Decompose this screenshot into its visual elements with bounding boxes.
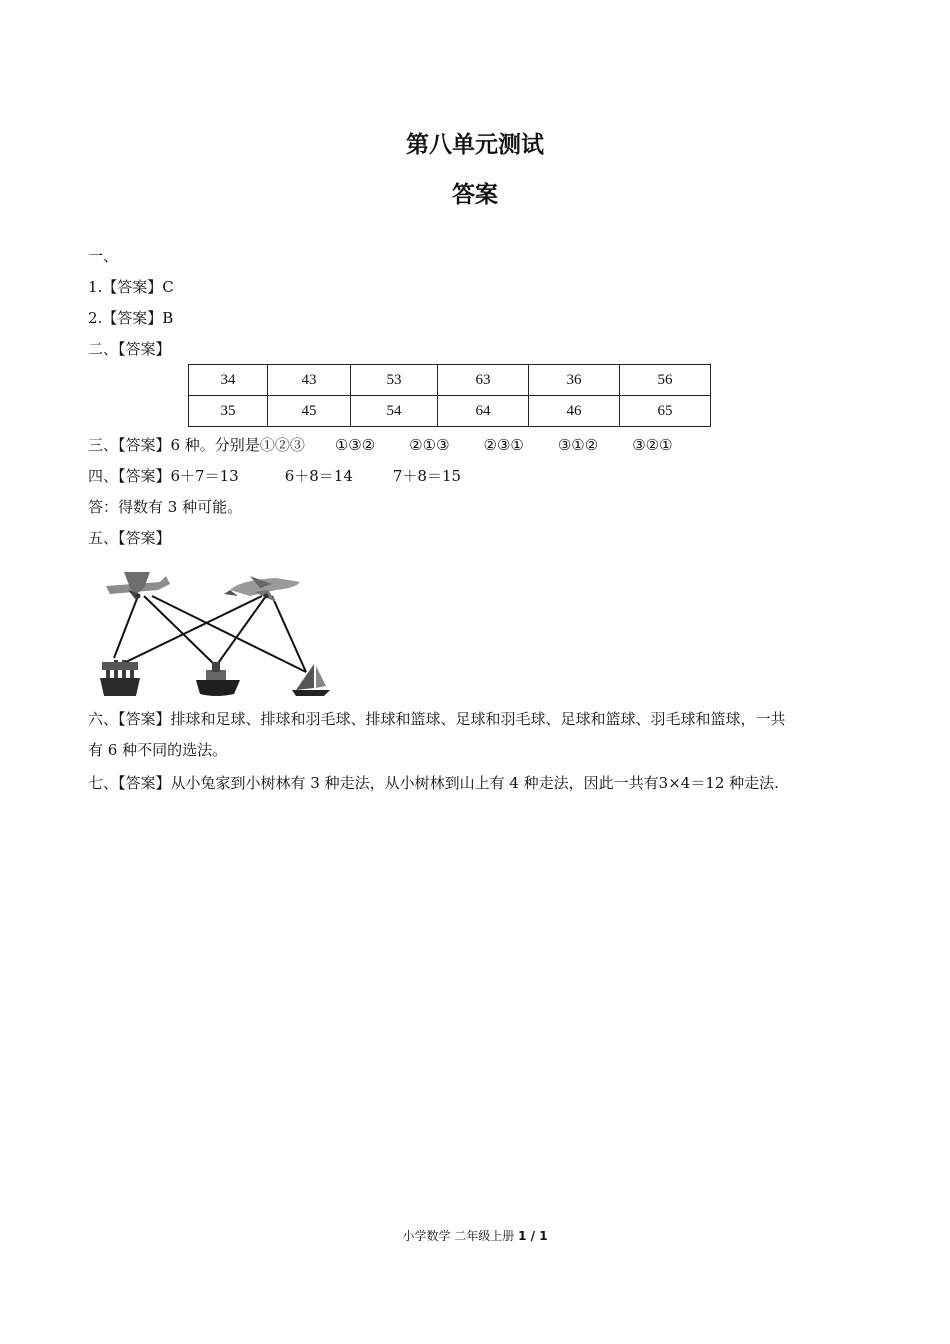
table-cell: 35 bbox=[189, 396, 268, 427]
table-cell: 53 bbox=[351, 365, 438, 396]
q3-perm: ③①② bbox=[557, 436, 599, 454]
q4-conclusion: 答：得数有 3 种可能。 bbox=[88, 498, 243, 516]
table-cell: 65 bbox=[620, 396, 711, 427]
table-cell: 63 bbox=[438, 365, 529, 396]
page-subtitle: 答案 bbox=[452, 182, 498, 208]
page-number: 1 / 1 bbox=[518, 1229, 548, 1243]
q7-answer: 七、【答案】从小兔家到小树林有 3 种走法，从小树林到山上有 4 种走法，因此一共有3×4＝12 种走法. bbox=[88, 774, 779, 792]
q3-prefix: 三、【答案】6 种。分别是①②③ bbox=[88, 436, 305, 454]
q1-item-1: 1.【答案】C bbox=[88, 278, 174, 296]
q3-perm: ②③① bbox=[483, 436, 524, 454]
q4-answer bbox=[88, 466, 461, 486]
q1-heading: 一、 bbox=[88, 247, 119, 265]
table-row bbox=[189, 365, 711, 396]
table-cell: 43 bbox=[268, 365, 351, 396]
tugboat-icon bbox=[196, 662, 240, 696]
q3-perm: ②①③ bbox=[409, 436, 450, 454]
q5-heading: 五、【答案】 bbox=[88, 529, 171, 547]
q3-perm: ③②① bbox=[632, 436, 673, 454]
q3-answer bbox=[88, 435, 673, 455]
q4-prefix: 四、【答案】6＋7＝13 bbox=[88, 467, 239, 485]
viking-ship-icon bbox=[100, 660, 140, 696]
q6-line-2: 有 6 种不同的选法。 bbox=[88, 741, 228, 759]
table-cell: 45 bbox=[268, 396, 351, 427]
answer-table bbox=[188, 364, 711, 427]
table-cell: 64 bbox=[438, 396, 529, 427]
table-row bbox=[189, 396, 711, 427]
table-cell: 54 bbox=[351, 396, 438, 427]
q4-eq3: 7＋8＝15 bbox=[392, 467, 462, 485]
footer-text: 小学数学 二年级上册 bbox=[402, 1229, 515, 1243]
matching-diagram bbox=[100, 566, 332, 698]
table-cell: 36 bbox=[529, 365, 620, 396]
page-footer bbox=[0, 1227, 950, 1244]
table-cell: 34 bbox=[189, 365, 268, 396]
q6-line-1: 六、【答案】排球和足球、排球和羽毛球、排球和篮球、足球和羽毛球、足球和篮球、羽毛球和篮球，一共 bbox=[88, 710, 786, 728]
table-cell: 56 bbox=[620, 365, 711, 396]
page-title: 第八单元测试 bbox=[406, 132, 544, 158]
q1-item-2: 2.【答案】B bbox=[88, 309, 174, 327]
jet-plane-icon bbox=[224, 576, 300, 602]
q3-perm: ①③② bbox=[334, 436, 376, 454]
table-cell: 46 bbox=[529, 396, 620, 427]
q2-heading: 二、【答案】 bbox=[88, 340, 171, 358]
q4-eq2: 6＋8＝14 bbox=[284, 467, 353, 485]
propeller-plane-icon bbox=[106, 572, 170, 600]
